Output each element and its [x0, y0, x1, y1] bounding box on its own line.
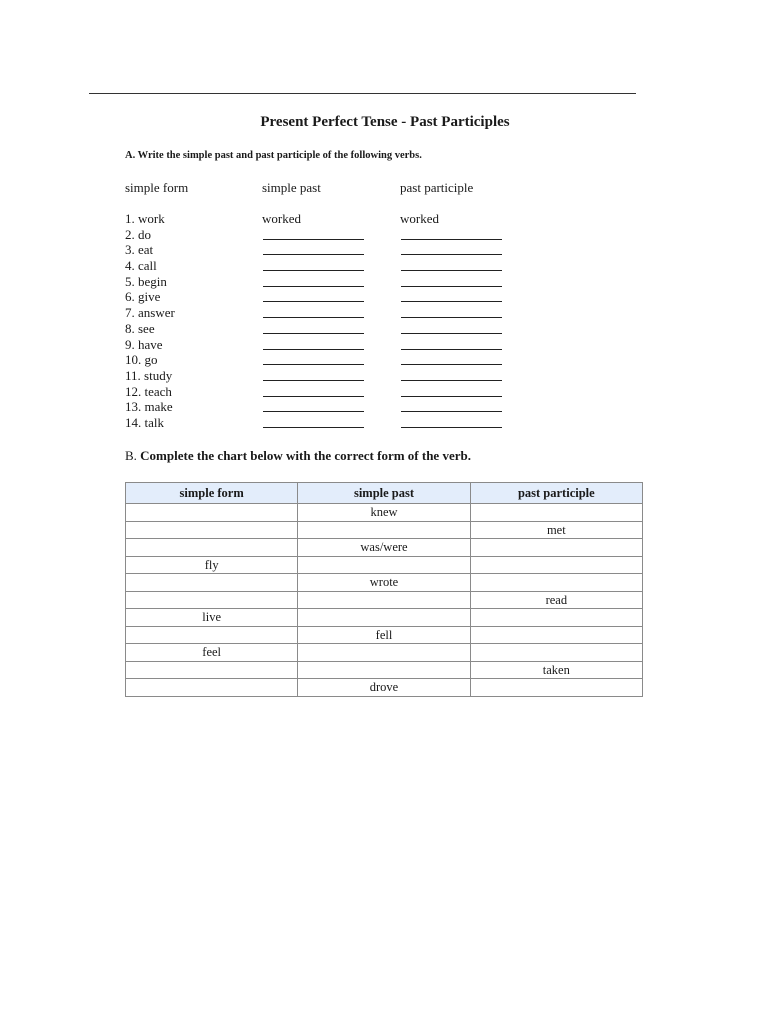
chart-cell-past-participle[interactable]: [470, 626, 642, 644]
chart-cell-simple-past: was/were: [298, 539, 470, 557]
page-title: Present Perfect Tense - Past Participles: [260, 114, 510, 130]
verb-row: [125, 399, 605, 415]
chart-cell-simple-past[interactable]: [298, 521, 470, 539]
chart-cell-simple-past: fell: [298, 626, 470, 644]
chart-row: [126, 574, 643, 592]
simple-past-blank[interactable]: [263, 349, 364, 350]
chart-cell-simple-past: wrote: [298, 574, 470, 592]
verb-row: [125, 289, 605, 305]
section-a-header-past-participle: past participle: [400, 180, 474, 195]
chart-cell-past-participle[interactable]: [470, 539, 642, 557]
chart-cell-past-participle[interactable]: [470, 644, 642, 662]
chart-cell-past-participle[interactable]: [470, 504, 642, 522]
chart-cell-past-participle: met: [470, 521, 642, 539]
chart-cell-simple-form[interactable]: [126, 591, 298, 609]
chart-cell-simple-form[interactable]: [126, 679, 298, 697]
chart-row: [126, 539, 643, 557]
past-participle-blank[interactable]: [401, 286, 502, 287]
section-b-instruction: [125, 448, 471, 464]
past-participle-blank[interactable]: [401, 317, 502, 318]
chart-row: [126, 679, 643, 697]
verb-simple-form: 1. work: [125, 211, 165, 226]
verb-simple-form: 9. have: [125, 336, 163, 352]
past-participle-blank[interactable]: [401, 427, 502, 428]
verb-simple-form: 13. make: [125, 399, 173, 415]
chart-cell-simple-form[interactable]: [126, 626, 298, 644]
simple-past-blank[interactable]: [263, 396, 364, 397]
chart-cell-simple-form[interactable]: [126, 574, 298, 592]
chart-header-past-participle: past participle: [470, 483, 642, 504]
section-a-header-simple-form: simple form: [125, 180, 189, 195]
top-rule: [89, 93, 636, 94]
verb-past-participle: worked: [400, 211, 439, 226]
chart-cell-past-participle[interactable]: [470, 679, 642, 697]
verb-simple-form: 11. study: [125, 367, 173, 383]
verb-row: [125, 415, 605, 431]
chart-row: [126, 644, 643, 662]
chart-cell-past-participle: read: [470, 591, 642, 609]
verb-simple-form: 5. begin: [125, 273, 167, 289]
verb-row: [125, 305, 605, 321]
verb-row: [125, 321, 605, 337]
chart-row: [126, 556, 643, 574]
verb-simple-past: worked: [262, 211, 301, 226]
verb-simple-form: 8. see: [125, 320, 155, 336]
simple-past-blank[interactable]: [263, 380, 364, 381]
past-participle-blank[interactable]: [401, 364, 502, 365]
past-participle-blank[interactable]: [401, 333, 502, 334]
chart-row: [126, 609, 643, 627]
past-participle-blank[interactable]: [401, 380, 502, 381]
simple-past-blank[interactable]: [263, 427, 364, 428]
chart-cell-simple-form[interactable]: [126, 521, 298, 539]
chart-cell-simple-form[interactable]: [126, 504, 298, 522]
chart-header-simple-past: simple past: [298, 483, 470, 504]
past-participle-blank[interactable]: [401, 396, 502, 397]
chart-cell-simple-past[interactable]: [298, 609, 470, 627]
verb-simple-form: 14. talk: [125, 414, 164, 430]
simple-past-blank[interactable]: [263, 254, 364, 255]
section-b-prefix: B.: [125, 448, 137, 463]
chart-cell-simple-form: fly: [126, 556, 298, 574]
past-participle-blank[interactable]: [401, 239, 502, 240]
past-participle-blank[interactable]: [401, 411, 502, 412]
simple-past-blank[interactable]: [263, 270, 364, 271]
verb-simple-form: 7. answer: [125, 305, 175, 321]
verb-row: [125, 337, 605, 353]
chart-row: [126, 591, 643, 609]
chart-row: [126, 661, 643, 679]
chart-row: [126, 504, 643, 522]
chart-cell-simple-form: feel: [126, 644, 298, 662]
chart-cell-simple-past: drove: [298, 679, 470, 697]
simple-past-blank[interactable]: [263, 364, 364, 365]
verb-simple-form: 12. teach: [125, 383, 172, 399]
chart-cell-simple-past[interactable]: [298, 644, 470, 662]
simple-past-blank[interactable]: [263, 333, 364, 334]
verb-simple-form: 10. go: [125, 352, 158, 368]
chart-header-simple-form: simple form: [126, 483, 298, 504]
section-b-instruction-text: Complete the chart below with the correct form of the verb.: [140, 448, 471, 463]
simple-past-blank[interactable]: [263, 301, 364, 302]
verb-simple-form: 6. give: [125, 289, 161, 305]
verb-row: [125, 211, 605, 227]
chart-cell-past-participle[interactable]: [470, 574, 642, 592]
verb-simple-form: 3. eat: [125, 242, 154, 258]
verb-row: [125, 242, 605, 258]
past-participle-blank[interactable]: [401, 301, 502, 302]
chart-row: [126, 626, 643, 644]
chart-cell-past-participle: taken: [470, 661, 642, 679]
chart-cell-simple-form[interactable]: [126, 661, 298, 679]
verb-list: [125, 211, 605, 431]
chart-cell-past-participle[interactable]: [470, 609, 642, 627]
verb-row: [125, 274, 605, 290]
verb-row: [125, 368, 605, 384]
simple-past-blank[interactable]: [263, 286, 364, 287]
verb-row: [125, 227, 605, 243]
verb-row: [125, 384, 605, 400]
chart-row: [126, 521, 643, 539]
simple-past-blank[interactable]: [263, 239, 364, 240]
chart-cell-simple-form[interactable]: [126, 539, 298, 557]
chart-cell-simple-past[interactable]: [298, 591, 470, 609]
past-participle-blank[interactable]: [401, 254, 502, 255]
past-participle-blank[interactable]: [401, 270, 502, 271]
chart-cell-simple-past[interactable]: [298, 661, 470, 679]
verb-simple-form: 4. call: [125, 258, 157, 274]
chart-cell-simple-past: knew: [298, 504, 470, 522]
simple-past-blank[interactable]: [263, 317, 364, 318]
verb-row: [125, 352, 605, 368]
verb-chart: [125, 482, 643, 697]
chart-header-row: [126, 483, 643, 504]
simple-past-blank[interactable]: [263, 411, 364, 412]
chart-cell-past-participle[interactable]: [470, 556, 642, 574]
chart-body: [126, 504, 643, 697]
chart-cell-simple-form: live: [126, 609, 298, 627]
section-a-instruction: A. Write the simple past and past participle of the following verbs.: [125, 150, 422, 161]
section-a-header-simple-past: simple past: [262, 180, 321, 195]
chart-cell-simple-past[interactable]: [298, 556, 470, 574]
past-participle-blank[interactable]: [401, 349, 502, 350]
verb-row: [125, 258, 605, 274]
verb-simple-form: 2. do: [125, 226, 151, 242]
